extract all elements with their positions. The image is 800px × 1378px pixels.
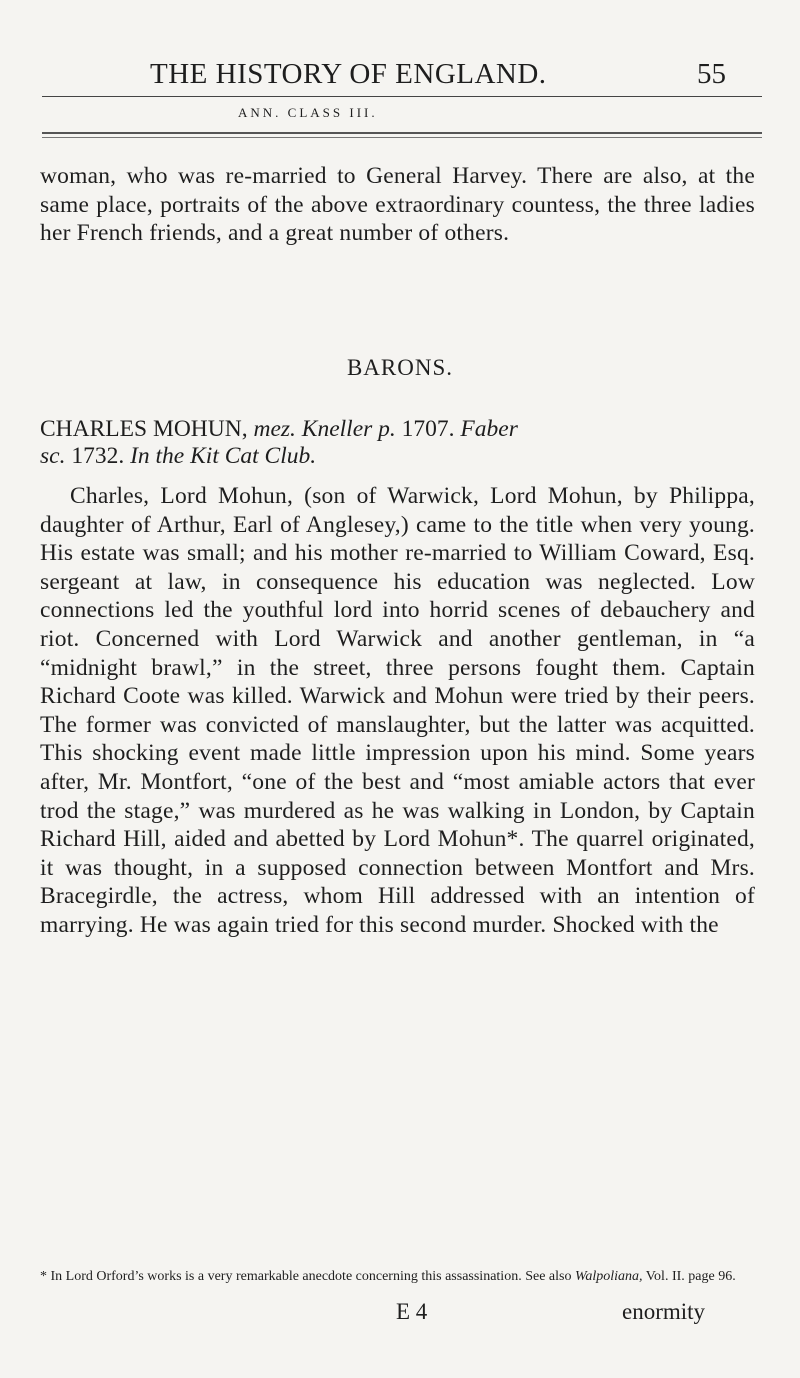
entry-year-1: 1707.: [401, 416, 455, 442]
book-title: THE HISTORY OF ENGLAND.: [150, 58, 547, 90]
header-rule-top: [42, 96, 762, 97]
entry-engraving-note: mez. Kneller p.: [253, 416, 396, 442]
page-number: 55: [697, 58, 726, 90]
footnote-text-post: Vol. II. page 96.: [645, 1269, 736, 1284]
main-text-block: [40, 482, 755, 940]
footnote: [40, 1269, 755, 1285]
entry-sc: sc.: [40, 443, 66, 469]
footnote-title: Walpoliana,: [574, 1269, 643, 1284]
entry-line-1: [40, 416, 755, 443]
section-heading: BARONS.: [346, 355, 454, 380]
signature-mark: E 4: [396, 1299, 428, 1324]
entry-name: CHARLES MOHUN,: [40, 416, 248, 442]
page-footer: [0, 1299, 800, 1333]
entry-year-2: 1732.: [71, 443, 125, 469]
header-rule-double-1: [42, 132, 762, 134]
portrait-entry: [40, 416, 755, 470]
class-subhead: ANN. CLASS III.: [238, 105, 378, 120]
entry-club: In the Kit Cat Club.: [130, 443, 317, 469]
catchword: enormity: [622, 1299, 706, 1324]
entry-engraver: Faber: [460, 416, 518, 442]
footnote-text-pre: * In Lord Orford’s works is a very remarkable anecdote concerning this assassination. See also: [40, 1269, 572, 1284]
entry-line-2: [40, 443, 755, 470]
header-rule-double-2: [42, 137, 762, 138]
main-paragraph: Charles, Lord Mohun, (son of Warwick, Lord Mohun, by Philippa, daughter of Arthur, Earl of Anglesey,) came to the title when very young. His estate was small; and his mother re-married to William Coward, Esq. sergeant at law, in consequence his education was neglected. Low connections led the youthful lord into horrid scenes of debauchery and riot. Concerned with Lord Warwick and another gentleman, in “a “midnight brawl,” in the street, three persons fought them. Captain Richard Coote was killed. Warwick and Mohun were tried by their peers. The former was convicted of manslaughter, but the latter was acquitted. This shocking event made little impression upon his mind. Some years after, Mr. Montfort, “one of the best and “most amiable actors that ever trod the stage,” was murdered as he was walking in London, by Captain Richard Hill, aided and abetted by Lord Mohun*. The quarrel originated, it was thought, in a supposed connection between Montfort and Mrs. Bracegirdle, the actress, whom Hill addressed with an intention of marrying. He was again tried for this second murder. Shocked with the: [40, 483, 755, 938]
continuation-block: [40, 162, 755, 248]
running-head: [0, 58, 800, 98]
continuation-paragraph: woman, who was re-married to General Harvey. There are also, at the same place, portraits of the above extraordinary countess, the three ladies her French friends, and a great number of others.: [40, 163, 755, 247]
